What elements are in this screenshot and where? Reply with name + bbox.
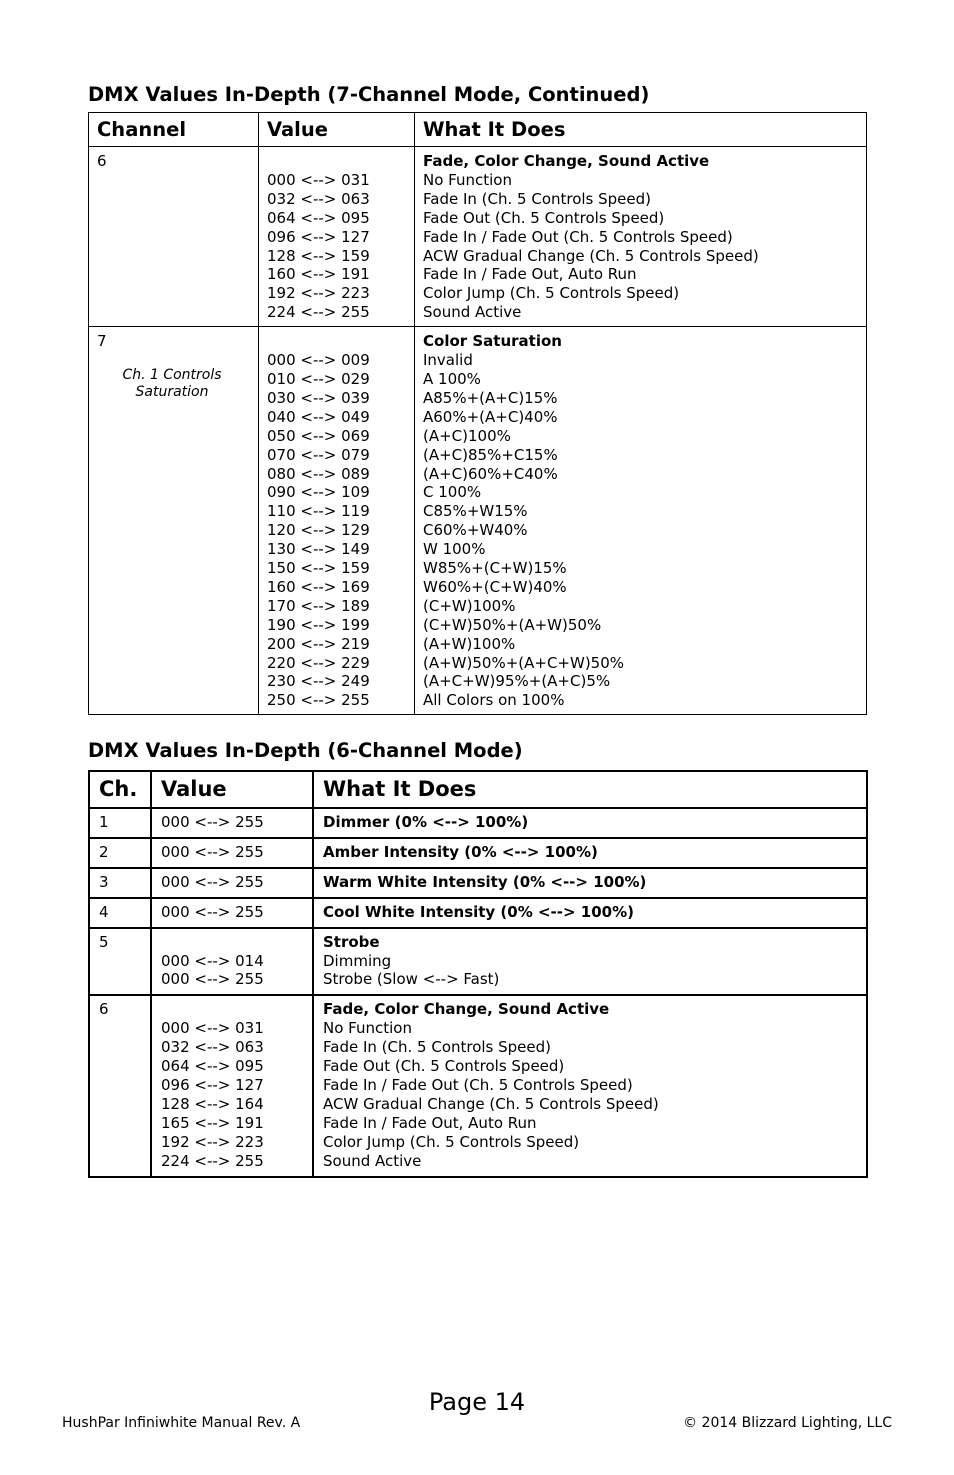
function-description: No Function: [423, 170, 512, 189]
function-description: Fade In / Fade Out (Ch. 5 Controls Speed): [323, 1075, 633, 1094]
table-row: [89, 868, 867, 898]
section-title-7ch: DMX Values In-Depth (7-Channel Mode, Continued): [88, 83, 650, 106]
value-range: 250 <--> 255: [267, 691, 370, 710]
function-description: Strobe (Slow <--> Fast): [323, 970, 500, 989]
table-row: [89, 327, 867, 715]
value-range: 032 <--> 063: [161, 1038, 264, 1057]
function-description: Fade In / Fade Out (Ch. 5 Controls Speed): [423, 227, 733, 246]
dmx-table-7ch: [88, 112, 867, 715]
spacer: [161, 933, 303, 952]
dmx-table-6ch: [88, 770, 868, 1178]
header-value: Value: [151, 771, 313, 808]
value-range: 224 <--> 255: [161, 1151, 264, 1170]
value-cell: 000 <--> 255: [151, 868, 313, 898]
table-row: [89, 928, 867, 996]
table-row: [89, 147, 867, 327]
function-heading: Fade, Color Change, Sound Active: [423, 152, 710, 170]
description-cell: [313, 928, 867, 996]
function-description: Color Jump (Ch. 5 Controls Speed): [323, 1132, 580, 1151]
function-description: C85%+W15%: [423, 502, 528, 521]
footer-copyright: © 2014 Blizzard Lighting, LLC: [683, 1415, 892, 1431]
function-description: Invalid: [423, 351, 473, 370]
value-range: 070 <--> 079: [267, 445, 370, 464]
value-range: 000 <--> 014: [161, 951, 264, 970]
function-description: Fade In (Ch. 5 Controls Speed): [323, 1038, 552, 1057]
value-range: 128 <--> 164: [161, 1094, 264, 1113]
function-description: W 100%: [423, 540, 486, 559]
function-description: (C+W)50%+(A+W)50%: [423, 615, 602, 634]
spacer: [161, 1000, 303, 1019]
description-cell: [415, 147, 867, 327]
function-description: W85%+(C+W)15%: [423, 559, 567, 578]
function-description: ACW Gradual Change (Ch. 5 Controls Speed): [423, 246, 759, 265]
value-range: 190 <--> 199: [267, 615, 370, 634]
value-cell: 000 <--> 255: [151, 838, 313, 868]
header-what-it-does: What It Does: [415, 113, 867, 147]
spacer: [267, 332, 406, 351]
function-description: All Colors on 100%: [423, 691, 565, 710]
value-cell: [151, 995, 313, 1176]
function-description: C 100%: [423, 483, 482, 502]
value-range: 120 <--> 129: [267, 521, 370, 540]
description-cell: Cool White Intensity (0% <--> 100%): [313, 898, 867, 928]
channel-cell: 1: [89, 808, 151, 838]
value-cell: 000 <--> 255: [151, 808, 313, 838]
value-cell: [259, 147, 415, 327]
function-description: No Function: [323, 1019, 412, 1038]
value-range: 010 <--> 029: [267, 369, 370, 388]
value-range: 050 <--> 069: [267, 426, 370, 445]
channel-cell: 6: [89, 147, 259, 327]
value-range: 130 <--> 149: [267, 540, 370, 559]
function-description: Fade Out (Ch. 5 Controls Speed): [423, 208, 665, 227]
table-header-row: [89, 771, 867, 808]
channel-cell: 5: [89, 928, 151, 996]
function-description: Dimming: [323, 951, 392, 970]
value-range: 200 <--> 219: [267, 634, 370, 653]
value-range: 000 <--> 255: [161, 970, 264, 989]
function-description: ACW Gradual Change (Ch. 5 Controls Speed): [323, 1094, 659, 1113]
channel-note: Ch. 1 Controls Saturation: [122, 367, 222, 401]
function-description: Color Jump (Ch. 5 Controls Speed): [423, 284, 680, 303]
header-ch: Ch.: [89, 771, 151, 808]
value-range: 160 <--> 169: [267, 577, 370, 596]
header-value: Value: [259, 113, 415, 147]
table-header-row: [89, 113, 867, 147]
value-range: 165 <--> 191: [161, 1113, 264, 1132]
function-description: Fade In / Fade Out, Auto Run: [423, 265, 637, 284]
function-description: W60%+(C+W)40%: [423, 577, 567, 596]
header-channel: Channel: [89, 113, 259, 147]
value-range: 150 <--> 159: [267, 559, 370, 578]
function-heading: Color Saturation: [423, 332, 562, 351]
function-description: (A+C)85%+C15%: [423, 445, 558, 464]
value-range: 040 <--> 049: [267, 407, 370, 426]
channel-cell: 6: [89, 995, 151, 1176]
value-range: 064 <--> 095: [267, 208, 370, 227]
value-range: 192 <--> 223: [267, 284, 370, 303]
channel-cell: 4: [89, 898, 151, 928]
value-range: 096 <--> 127: [267, 227, 370, 246]
function-description: C60%+W40%: [423, 521, 528, 540]
function-description: Sound Active: [323, 1151, 422, 1170]
spacer: [267, 152, 406, 171]
table-row: [89, 808, 867, 838]
function-description: (A+C)100%: [423, 426, 511, 445]
function-heading: Strobe: [323, 932, 380, 951]
value-range: 170 <--> 189: [267, 596, 370, 615]
value-range: 160 <--> 191: [267, 265, 370, 284]
value-range: 000 <--> 031: [267, 170, 370, 189]
value-range: 224 <--> 255: [267, 303, 370, 322]
value-range: 090 <--> 109: [267, 483, 370, 502]
value-range: 110 <--> 119: [267, 502, 370, 521]
description-cell: Amber Intensity (0% <--> 100%): [313, 838, 867, 868]
page-number: Page 14: [428, 1388, 526, 1416]
value-range: 192 <--> 223: [161, 1132, 264, 1151]
function-description: A60%+(A+C)40%: [423, 407, 558, 426]
value-cell: [151, 928, 313, 996]
function-heading: Fade, Color Change, Sound Active: [323, 1000, 610, 1019]
function-description: (A+W)50%+(A+C+W)50%: [423, 653, 625, 672]
description-cell: Warm White Intensity (0% <--> 100%): [313, 868, 867, 898]
value-range: 064 <--> 095: [161, 1057, 264, 1076]
value-range: 030 <--> 039: [267, 388, 370, 407]
value-cell: [259, 327, 415, 715]
table-row: [89, 995, 867, 1176]
description-cell: Dimmer (0% <--> 100%): [313, 808, 867, 838]
value-cell: 000 <--> 255: [151, 898, 313, 928]
channel-cell: 3: [89, 868, 151, 898]
value-range: 128 <--> 159: [267, 246, 370, 265]
section-title-6ch: DMX Values In-Depth (6-Channel Mode): [88, 739, 523, 762]
function-description: A 100%: [423, 369, 481, 388]
description-cell: [415, 327, 867, 715]
function-description: (A+W)100%: [423, 634, 516, 653]
header-what-it-does: What It Does: [313, 771, 867, 808]
function-description: Fade Out (Ch. 5 Controls Speed): [323, 1057, 565, 1076]
function-description: (C+W)100%: [423, 596, 516, 615]
channel-cell: 2: [89, 838, 151, 868]
value-range: 032 <--> 063: [267, 189, 370, 208]
function-description: (A+C)60%+C40%: [423, 464, 558, 483]
footer-manual-title: HushPar Infiniwhite Manual Rev. A: [62, 1415, 301, 1431]
description-cell: [313, 995, 867, 1176]
function-description: Fade In / Fade Out, Auto Run: [323, 1113, 537, 1132]
value-range: 220 <--> 229: [267, 653, 370, 672]
channel-cell: 7 Ch. 1 Controls Saturation: [89, 327, 259, 715]
value-range: 080 <--> 089: [267, 464, 370, 483]
table-row: [89, 898, 867, 928]
value-range: 000 <--> 031: [161, 1019, 264, 1038]
function-description: (A+C+W)95%+(A+C)5%: [423, 672, 611, 691]
value-range: 000 <--> 009: [267, 351, 370, 370]
function-description: Sound Active: [423, 303, 522, 322]
function-description: A85%+(A+C)15%: [423, 388, 558, 407]
function-description: Fade In (Ch. 5 Controls Speed): [423, 189, 652, 208]
value-range: 096 <--> 127: [161, 1075, 264, 1094]
value-range: 230 <--> 249: [267, 672, 370, 691]
table-row: [89, 838, 867, 868]
